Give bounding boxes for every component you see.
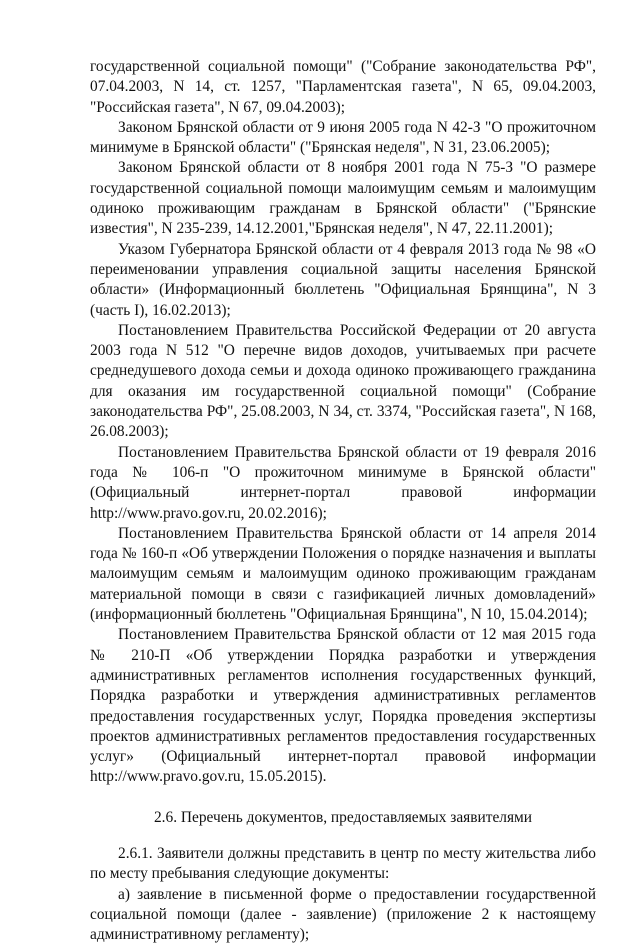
section-heading: 2.6. Перечень документов, предоставляемых заявителями	[153, 808, 533, 826]
law-reference-paragraph: Законом Брянской области от 8 ноября 2001 года N 75-З "О размере государственной социальной помощи малоимущим семьям и малоимущим одиноко проживающим гражданам в Брянской области" ("Брянские известия", N 235-239, 14.12.2001,"Брянская неделя", N 47, 22.11.2001);	[90, 159, 596, 238]
section-paragraph: а) заявление в письменной форме о предоставлении государственной социальной помощи (далее - заявление) (приложение 2 к настоящему административному регламенту);	[90, 885, 596, 944]
decree-reference-paragraph: Указом Губернатора Брянской области от 4 февраля 2013 года № 98 «О переименовании управления социальной защиты населения Брянской области» (Информационный бюллетень "Официальная Брянщина", N 3 (часть I), 16.02.2013);	[90, 240, 596, 319]
resolution-reference-paragraph: Постановлением Правительства Брянской области от 14 апреля 2014 года № 160-п «Об утверждении Положения о порядке назначения и выплаты малоимущим семьям и малоимущим одиноко проживающим гражданам материальной помощи в связи с газификацией личных домовладений» (информационный бюллетень "Официальная Брянщина", N 10, 15.04.2014);	[90, 524, 596, 624]
section-paragraph: 2.6.1. Заявители должны представить в центр по месту жительства либо по месту пребывания следующие документы:	[90, 844, 596, 883]
resolution-reference-paragraph: Постановлением Правительства Брянской области от 19 февраля 2016 года № 106-п "О прожиточном минимуме в Брянской области" (Официальный интернет-портал правовой информации http://www.pravo.gov.ru, 20.02.2016);	[90, 443, 596, 522]
resolution-reference-paragraph: Постановлением Правительства Российской Федерации от 20 августа 2003 года N 512 "О перечне видов доходов, учитываемых при расчете среднедушевого дохода семьи и дохода одиноко проживающего гражданина для оказания им государственной социальной помощи" (Собрание законодательства РФ", 25.08.2003, N 34, ст. 3374, "Российская газета", N 168, 26.08.2003);	[90, 321, 596, 441]
document-page	[90, 57, 596, 945]
law-reference-paragraph: государственной социальной помощи" ("Собрание законодательства РФ", 07.04.2003, N 14, ст. 1257, "Парламентская газета", N 65, 09.04.2003, "Российская газета", N 67, 09.04.2003);	[90, 58, 596, 116]
law-reference-paragraph: Законом Брянской области от 9 июня 2005 года N 42-З "О прожиточном минимуме в Брянской области" ("Брянская неделя", N 31, 23.06.2005);	[90, 118, 596, 157]
resolution-reference-paragraph: Постановлением Правительства Брянской области от 12 мая 2015 года № 210-П «Об утверждении Порядка разработки и утверждения административных регламентов исполнения государственных функций, Порядка разработки и утверждения административных регламентов предоставления государственных услуг, Порядка проведения экспертизы проектов административных регламентов предоставления государственных услуг» (Официальный интернет-портал правовой информации http://www.pravo.gov.ru, 15.05.2015).	[90, 626, 596, 786]
